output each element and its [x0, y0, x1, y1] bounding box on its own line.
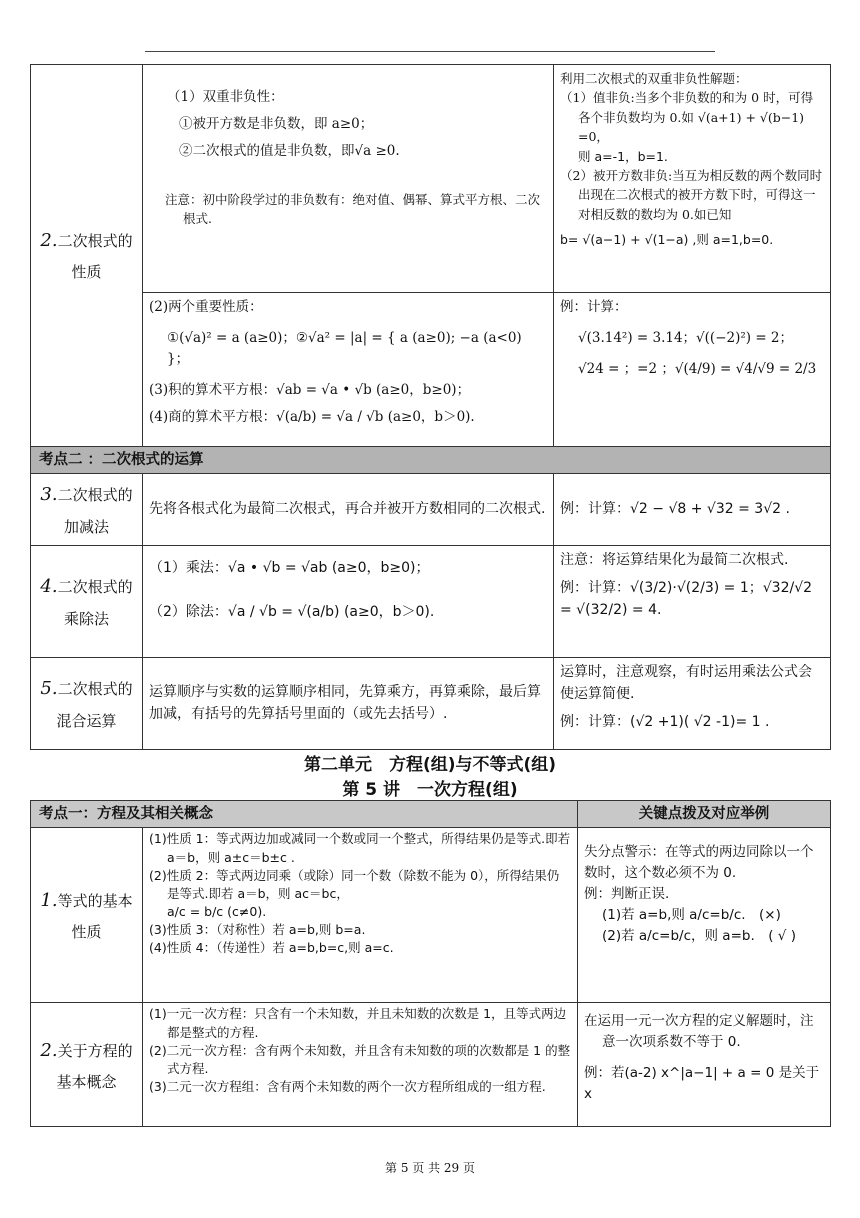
text-line: (4)性质 4：（传递性）若 a=b,b=c,则 a=c. — [149, 940, 394, 956]
row-label — [31, 1003, 143, 1127]
cell-right — [578, 1003, 831, 1127]
text-line: 注意：将运算结果化为最简二次根式. — [560, 552, 789, 569]
row-label — [31, 546, 143, 658]
radicals-table — [30, 64, 831, 750]
row-title: 二次根式的性质 — [57, 232, 133, 282]
tips-header: 关键点拨及对应举例 — [578, 801, 831, 828]
text-line: (3)积的算术平方根：√ab = √a • √b (a≥0，b≥0)； — [149, 381, 471, 398]
top-rule — [145, 51, 715, 52]
cell-right — [578, 828, 831, 1003]
text-line: (4)商的算术平方根：√(a/b) = √a / √b (a≥0，b＞0). — [149, 408, 475, 425]
equations-table — [30, 800, 831, 1127]
row-number: 1. — [40, 890, 58, 912]
text-line: 注意：初中阶段学过的非负数有：绝对值、偶幂、算式平方根、二次根式. — [165, 191, 541, 227]
text-line: 运算顺序与实数的运算顺序相同，先算乘方，再算乘除，最后算加减，有括号的先算括号里面的（或先去括号）. — [149, 683, 541, 722]
text-line: b= √(a−1) + √(1−a) ,则 a=1,b=0. — [560, 232, 774, 247]
text-line: √(3.14²) = 3.14；√((−2)²) = 2； — [578, 329, 794, 346]
text-line: （2）被开方数非负:当互为相反数的两个数同时出现在二次根式的被开方数下时，可得这一对相反数的数均为 0.如已知 — [560, 167, 823, 222]
section-header: 考点一：方程及其相关概念 — [31, 801, 578, 828]
row-title: 等式的基本性质 — [57, 892, 133, 942]
cell-right-a — [554, 65, 831, 293]
text-line: ①(√a)² = a (a≥0)；②√a² = |a| = { a (a≥0); −a (a<0) }； — [167, 329, 522, 367]
warning-text: 失分点警示：在等式的两边同除以一个数时，这个数必须不为 0. — [584, 844, 814, 882]
text-line: (1)一元一次方程：只含有一个未知数，并且未知数的次数是 1，且等式两边都是整式的方程. — [149, 1006, 567, 1040]
row-title: 二次根式的混合运算 — [56, 680, 133, 730]
text-line: (2)性质 2：等式两边同乘（或除）同一个数（除数不能为 0），所得结果仍是等式.即若 a＝b，则 ac＝bc， — [149, 867, 560, 901]
row-number: 5. — [40, 678, 58, 700]
text-line: 例：若(a-2) x^|a−1| + a = 0 是关于 x — [584, 1065, 820, 1103]
row-label — [31, 65, 143, 447]
text-line: （1）双重非负性： — [167, 89, 284, 105]
text-line: 例：计算： — [560, 299, 628, 315]
cell-left — [143, 828, 578, 1003]
text-line: √24 = ；=2 ；√(4/9) = √4/√9 = 2/3 — [578, 360, 817, 377]
cell-right-b — [554, 293, 831, 447]
text-line: ①被开方数是非负数，即 a≥0； — [179, 115, 374, 132]
text-line: a/c = b/c (c≠0). — [167, 903, 267, 919]
text-line: (2)两个重要性质： — [149, 299, 263, 315]
text-line: 例：判断正误. — [584, 886, 670, 903]
row-label — [31, 474, 143, 546]
row-label — [31, 658, 143, 750]
text-line: （2）除法：√a / √b = √(a/b) (a≥0，b＞0). — [149, 603, 435, 620]
cell-right — [554, 658, 831, 750]
text-line: 利用二次根式的双重非负性解题： — [560, 71, 748, 86]
text-line: 在运用一元一次方程的定义解题时，注意一次项系数不等于 0. — [584, 1013, 814, 1051]
text-line: 例：计算：√2 − √8 + √32 = 3√2 . — [560, 500, 790, 517]
text-line: 例：计算：(√2 +1)( √2 -1)= 1 . — [560, 713, 770, 730]
text-line: 则 a=-1，b=1. — [578, 148, 668, 164]
text-line: (1)性质 1：等式两边加或减同一个数或同一个整式，所得结果仍是等式.即若 a＝b，则 a±c＝b±c . — [149, 831, 571, 865]
unit-title: 第二单元 方程(组)与不等式(组) — [303, 755, 557, 775]
cell-left — [143, 1003, 578, 1127]
section-header: 考点二 ：二次根式的运算 — [31, 447, 831, 474]
cell-left — [143, 474, 554, 546]
row-title: 二次根式的乘除法 — [57, 578, 133, 628]
text-line: 例：计算：√(3/2)·√(2/3) = 1；√32/√2 = √(32/2) = 4. — [560, 579, 813, 618]
cell-left — [143, 658, 554, 750]
cell-left-b — [143, 293, 554, 447]
row-title: 关于方程的基本概念 — [56, 1041, 133, 1091]
lesson-title: 第 5 讲 一次方程(组) — [342, 780, 518, 800]
text-line: 先将各根式化为最简二次根式，再合并被开方数相同的二次根式. — [149, 500, 546, 517]
row-title: 二次根式的加减法 — [57, 486, 133, 536]
text-line: (2)若 a/c=b/c，则 a=b. ( √ ) — [602, 928, 796, 945]
text-line: (3)性质 3：（对称性）若 a=b,则 b=a. — [149, 922, 366, 938]
row-label — [31, 828, 143, 1003]
cell-right — [554, 474, 831, 546]
row-number: 3. — [40, 484, 58, 506]
text-line: ②二次根式的值是非负数，即√a ≥0. — [179, 142, 400, 159]
text-line: (2)二元一次方程：含有两个未知数，并且含有未知数的项的次数都是 1 的整式方程. — [149, 1042, 571, 1076]
row-number: 2. — [40, 1039, 58, 1061]
text-line: (3)二元一次方程组：含有两个未知数的两个一次方程所组成的一组方程. — [149, 1078, 546, 1094]
cell-right — [554, 546, 831, 658]
text-line: （1）值非负:当多个非负数的和为 0 时，可得各个非负数均为 0.如 √(a+1) + √(b−1) =0， — [560, 90, 814, 145]
text-line: (1)若 a=b,则 a/c=b/c. (×) — [602, 907, 781, 924]
row-number: 4. — [40, 576, 58, 598]
row-number: 2. — [40, 230, 58, 252]
cell-left-a — [143, 65, 554, 293]
text-line: 运算时，注意观察，有时运用乘法公式会使运算简便. — [560, 664, 812, 702]
page-footer: 第 5 页 共 29 页 — [385, 1161, 475, 1175]
text-line: （1）乘法：√a • √b = √ab (a≥0，b≥0)； — [149, 560, 430, 577]
cell-left — [143, 546, 554, 658]
